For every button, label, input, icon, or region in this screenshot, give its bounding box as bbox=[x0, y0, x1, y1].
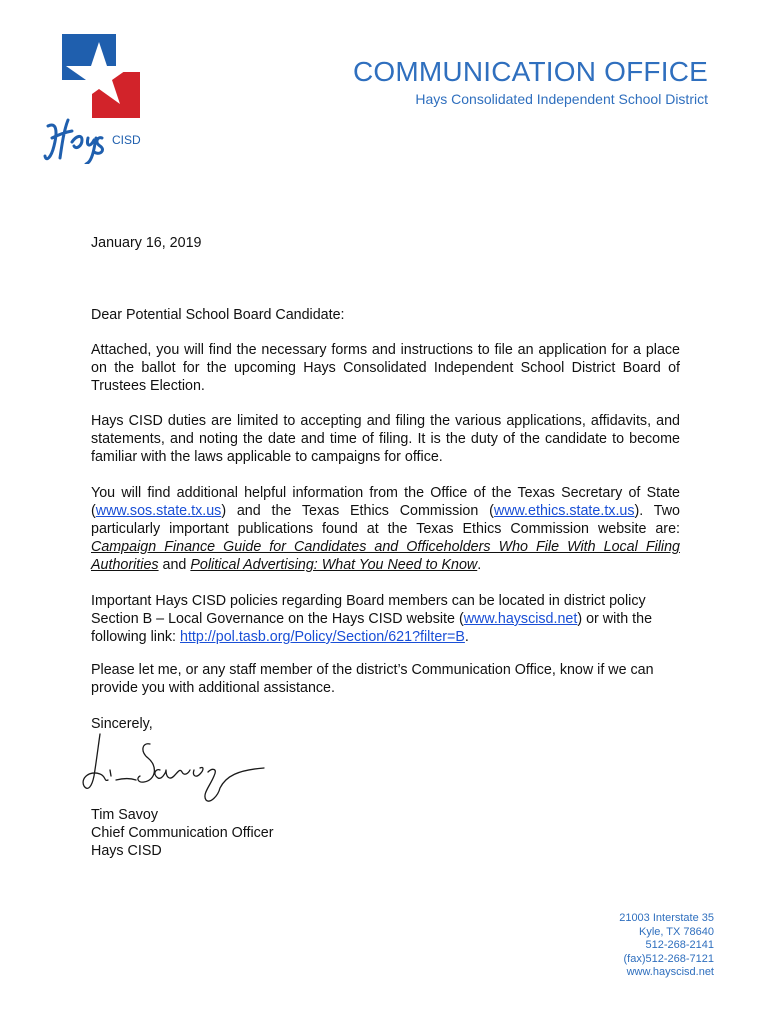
office-title: COMMUNICATION OFFICE bbox=[352, 56, 708, 87]
district-name: Hays Consolidated Independent School District bbox=[415, 91, 708, 107]
signer-title: Chief Communication Officer bbox=[91, 825, 274, 841]
footer-address-line1: 21003 Interstate 35 bbox=[619, 912, 714, 924]
paragraph-attached-forms: Attached, you will find the necessary forms and instructions to file an application for a place on the ballot for the upcoming Hays Consolidated Independent School District Board of Trustees Election. bbox=[91, 342, 680, 394]
handwritten-signature bbox=[78, 730, 278, 808]
hays-cisd-logo bbox=[42, 34, 146, 164]
text-segment: and bbox=[158, 557, 191, 573]
footer-phone: 512-268-2141 bbox=[645, 939, 714, 951]
salutation: Dear Potential School Board Candidate: bbox=[91, 307, 345, 323]
paragraph-additional-info bbox=[91, 484, 680, 574]
text-segment: . bbox=[477, 557, 482, 573]
paragraph-assistance: Please let me, or any staff member of the district’s Communication Office, know if we can provide you with additional assistance. bbox=[91, 662, 654, 696]
text-segment: You will find additional helpful information from the Office of the Texas Secretary of State ( bbox=[91, 485, 680, 519]
paragraph-duties: Hays CISD duties are limited to accepting and filing the various applications, affidavits, and statements, and noting the date and time of filing. It is the duty of the candidate to become familiar with the laws applicable to campaigns for office. bbox=[91, 413, 680, 465]
tasb-policy-link[interactable]: http://pol.tasb.org/Policy/Section/621?filter=B bbox=[180, 629, 465, 645]
ethics-link[interactable]: www.ethics.state.tx.us bbox=[493, 503, 635, 519]
hayscisd-link[interactable]: www.hayscisd.net bbox=[463, 611, 578, 627]
footer-fax: (fax)512-268-7121 bbox=[623, 952, 714, 965]
text-segment: Important Hays CISD policies regarding Board members can be located in district policy Section B – Local Governance on the Hays CISD website ( bbox=[91, 593, 646, 627]
footer-website[interactable]: www.hayscisd.net bbox=[626, 966, 714, 978]
text-segment: ) or with the following link: bbox=[91, 611, 653, 645]
letterhead bbox=[353, 56, 708, 108]
publication-political-advertising: Political Advertising: What You Need to Know bbox=[190, 557, 478, 573]
logo-cisd-text: CISD bbox=[112, 133, 141, 147]
footer-address-line2: Kyle, TX 78640 bbox=[638, 925, 714, 938]
text-segment: . bbox=[464, 629, 469, 645]
signer-organization: Hays CISD bbox=[91, 843, 162, 859]
signer-name: Tim Savoy bbox=[91, 807, 158, 823]
publication-campaign-finance-guide: Campaign Finance Guide for Candidates and Officeholders Who File With Local Filing Authorities bbox=[91, 539, 680, 573]
text-segment: ). Two particularly important publications found at the Texas Ethics Commission website are: bbox=[91, 503, 680, 537]
closing: Sincerely, bbox=[91, 716, 153, 732]
letter-date: January 16, 2019 bbox=[91, 235, 202, 251]
paragraph-policies bbox=[91, 592, 680, 646]
footer-contact bbox=[619, 912, 714, 980]
sos-link[interactable]: www.sos.state.tx.us bbox=[95, 503, 222, 519]
logo-script-hays bbox=[45, 120, 102, 164]
text-segment: ) and the Texas Ethics Commission ( bbox=[221, 503, 494, 519]
